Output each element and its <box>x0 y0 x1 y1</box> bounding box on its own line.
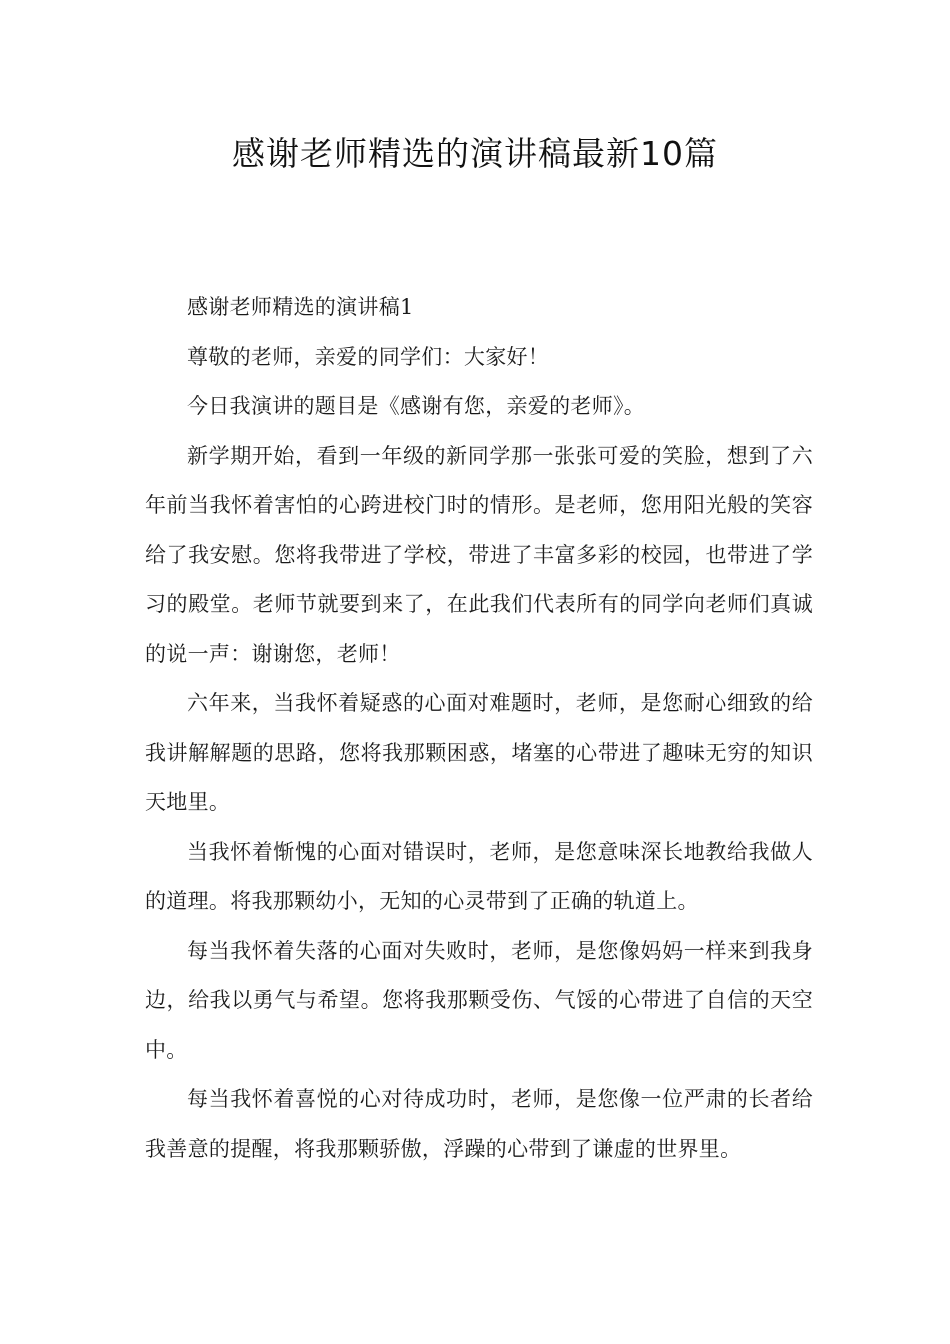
paragraph-body: 六年来，当我怀着疑惑的心面对难题时，老师，是您耐心细致的给我讲解解题的思路，您将我那颗困惑，堵塞的心带进了趣味无穷的知识天地里。 <box>145 691 813 814</box>
paragraph-body: 当我怀着惭愧的心面对错误时，老师，是您意味深长地教给我做人的道理。将我那颗幼小，无知的心灵带到了正确的轨道上。 <box>145 839 813 913</box>
paragraph-heading: 感谢老师精选的演讲稿1 <box>187 295 414 319</box>
paragraph-body: 每当我怀着失落的心面对失败时，老师，是您像妈妈一样来到我身边，给我以勇气与希望。您将我那颗受伤、气馁的心带进了自信的天空中。 <box>145 938 813 1062</box>
paragraph-body: 每当我怀着喜悦的心对待成功时，老师，是您像一位严肃的长者给我善意的提醒，将我那颗骄傲，浮躁的心带到了谦虚的世界里。 <box>145 1087 813 1161</box>
paragraph-topic: 今日我演讲的题目是《感谢有您，亲爱的老师》。 <box>187 394 646 418</box>
document-title: 感谢老师精选的演讲稿最新10篇 <box>232 134 718 173</box>
paragraph-body: 新学期开始，看到一年级的新同学那一张张可爱的笑脸，想到了六年前当我怀着害怕的心跨进校门时的情形。是老师，您用阳光般的笑容给了我安慰。您将我带进了学校，带进了丰富多彩的校园，也带进了学习的殿堂。老师节就要到来了，在此我们代表所有的同学向老师们真诚的说一声：谢谢您，老师！ <box>145 443 813 666</box>
paragraph-greeting: 尊敬的老师，亲爱的同学们：大家好！ <box>187 344 550 369</box>
document-body <box>145 283 813 1174</box>
